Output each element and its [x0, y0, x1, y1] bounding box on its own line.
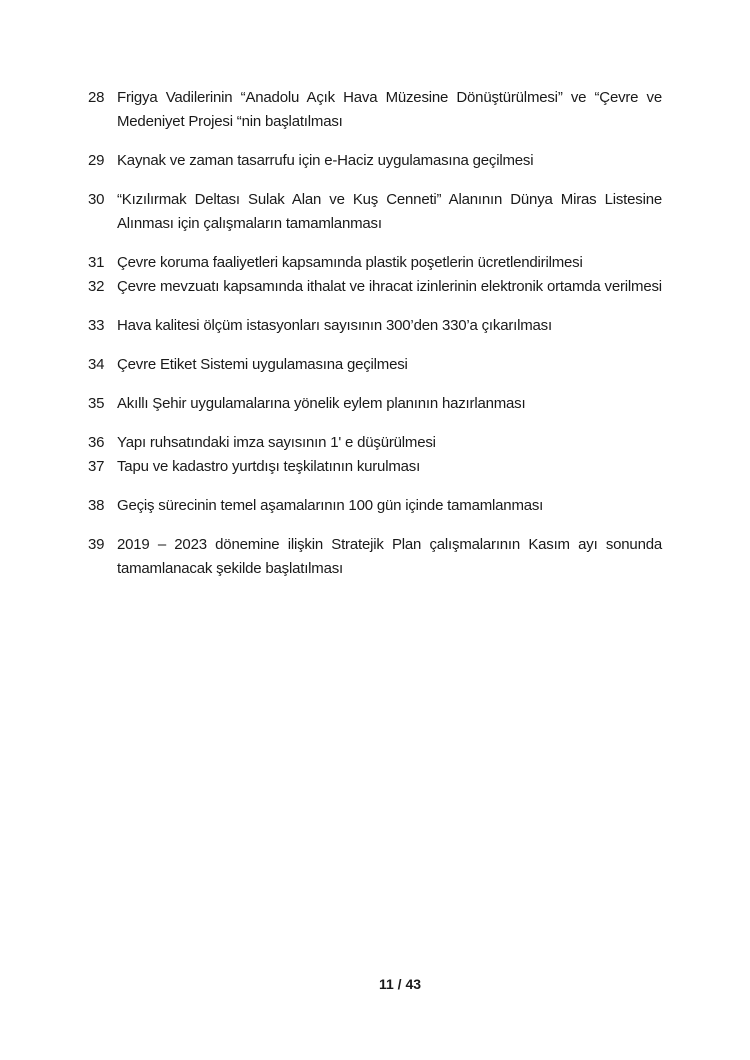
list-item — [88, 149, 662, 173]
item-text: Yapı ruhsatındaki imza sayısının 1' e düşürülmesi — [117, 434, 436, 451]
list-item — [88, 275, 662, 299]
item-text: 2019 – 2023 dönemine ilişkin Stratejik Plan çalışmalarının Kasım ayı sonunda tamamlanacak şekilde başlatılması — [117, 536, 662, 577]
list-item — [88, 392, 662, 416]
list-item — [88, 188, 662, 236]
item-number: 32 — [88, 278, 105, 295]
item-text: Akıllı Şehir uygulamalarına yönelik eylem planının hazırlanması — [117, 395, 526, 412]
page-number-indicator: 11 / 43 — [378, 976, 422, 992]
list-item — [88, 314, 662, 338]
list-item — [88, 353, 662, 377]
list-item — [88, 251, 662, 275]
item-text: Kaynak ve zaman tasarrufu için e-Haciz uygulamasına geçilmesi — [117, 152, 534, 169]
action-items-list — [88, 86, 662, 596]
item-number: 38 — [88, 497, 105, 514]
item-number: 29 — [88, 152, 105, 169]
item-text: Çevre mevzuatı kapsamında ithalat ve ihracat izinlerinin elektronik ortamda verilmesi — [117, 278, 662, 295]
list-item — [88, 431, 662, 455]
item-text: Geçiş sürecinin temel aşamalarının 100 gün içinde tamamlanması — [117, 497, 544, 514]
item-text: Çevre Etiket Sistemi uygulamasına geçilmesi — [117, 356, 408, 373]
item-number: 33 — [88, 317, 105, 334]
item-number: 37 — [88, 458, 105, 475]
list-item — [88, 533, 662, 581]
item-number: 36 — [88, 434, 105, 451]
item-number: 28 — [88, 89, 105, 106]
item-text: Tapu ve kadastro yurtdışı teşkilatının kurulması — [117, 458, 421, 475]
item-text: “Kızılırmak Deltası Sulak Alan ve Kuş Cenneti” Alanının Dünya Miras Listesine Alınması için çalışmaların tamamlanması — [117, 191, 662, 232]
item-number: 35 — [88, 395, 105, 412]
list-item — [88, 455, 662, 479]
item-text: Hava kalitesi ölçüm istasyonları sayısının 300’den 330’a çıkarılması — [117, 317, 552, 334]
item-number: 39 — [88, 536, 105, 553]
item-number: 30 — [88, 191, 105, 208]
list-item — [88, 494, 662, 518]
item-number: 34 — [88, 356, 105, 373]
item-text: Çevre koruma faaliyetleri kapsamında plastik poşetlerin ücretlendirilmesi — [117, 254, 583, 271]
list-item — [88, 86, 662, 134]
item-text: Frigya Vadilerinin “Anadolu Açık Hava Müzesine Dönüştürülmesi” ve “Çevre ve Medeniyet Projesi “nin başlatılması — [117, 89, 662, 130]
item-number: 31 — [88, 254, 105, 271]
